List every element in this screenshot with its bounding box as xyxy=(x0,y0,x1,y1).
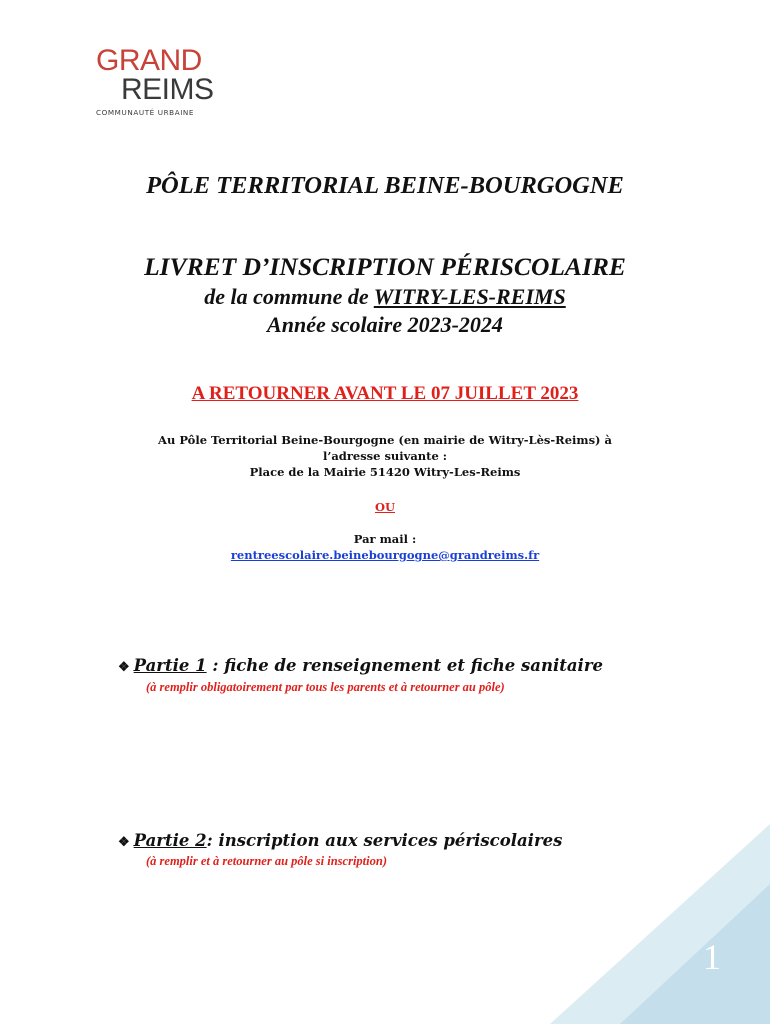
address-line-3: Place de la Mairie 51420 Witry-Les-Reims xyxy=(249,465,521,479)
pole-title: PÔLE TERRITORIAL BEINE-BOURGOGNE xyxy=(146,172,624,199)
school-year: Année scolaire 2023-2024 xyxy=(267,312,503,337)
commune-name: WITRY-LES-REIMS xyxy=(373,284,566,309)
or-separator: OU xyxy=(374,500,396,514)
commune-prefix: de la commune de xyxy=(204,284,374,309)
part-1-label: Partie 1 xyxy=(133,656,207,675)
diamond-bullet-icon: ❖ xyxy=(118,660,130,675)
return-deadline: A RETOURNER AVANT LE 07 JUILLET 2023 xyxy=(191,383,579,404)
address-line-1: Au Pôle Territorial Beine-Bourgogne (en mairie de Witry-Lès-Reims) à xyxy=(158,433,612,447)
page-number: 1 xyxy=(703,937,721,977)
logo-reims-text: REIMS xyxy=(121,73,214,106)
grand-reims-logo xyxy=(96,46,226,117)
address-line-2: l’adresse suivante : xyxy=(322,449,448,463)
logo-grand-text: GRAND xyxy=(96,44,202,77)
part-2-title: : inscription aux services périscolaires xyxy=(206,831,563,850)
part-1-heading xyxy=(118,656,603,675)
part-1-title: : fiche de renseignement et fiche sanitaire xyxy=(206,656,604,675)
part-2-heading xyxy=(118,831,562,850)
part-2-label: Partie 2 xyxy=(133,831,207,850)
diamond-bullet-icon: ❖ xyxy=(118,835,130,850)
part-2-note: (à remplir et à retourner au pôle si inscription) xyxy=(146,854,387,868)
corner-decoration xyxy=(550,824,770,1024)
livret-title: LIVRET D’INSCRIPTION PÉRISCOLAIRE xyxy=(144,252,626,281)
commune-line xyxy=(0,284,770,310)
mail-label: Par mail : xyxy=(353,532,417,546)
part-1-note: (à remplir obligatoirement par tous les parents et à retourner au pôle) xyxy=(146,680,505,694)
address-block xyxy=(0,432,770,480)
email-link[interactable]: rentreescolaire.beinebourgogne@grandreims.fr xyxy=(230,548,540,562)
logo-subtitle: COMMUNAUTÉ URBAINE xyxy=(96,108,195,117)
